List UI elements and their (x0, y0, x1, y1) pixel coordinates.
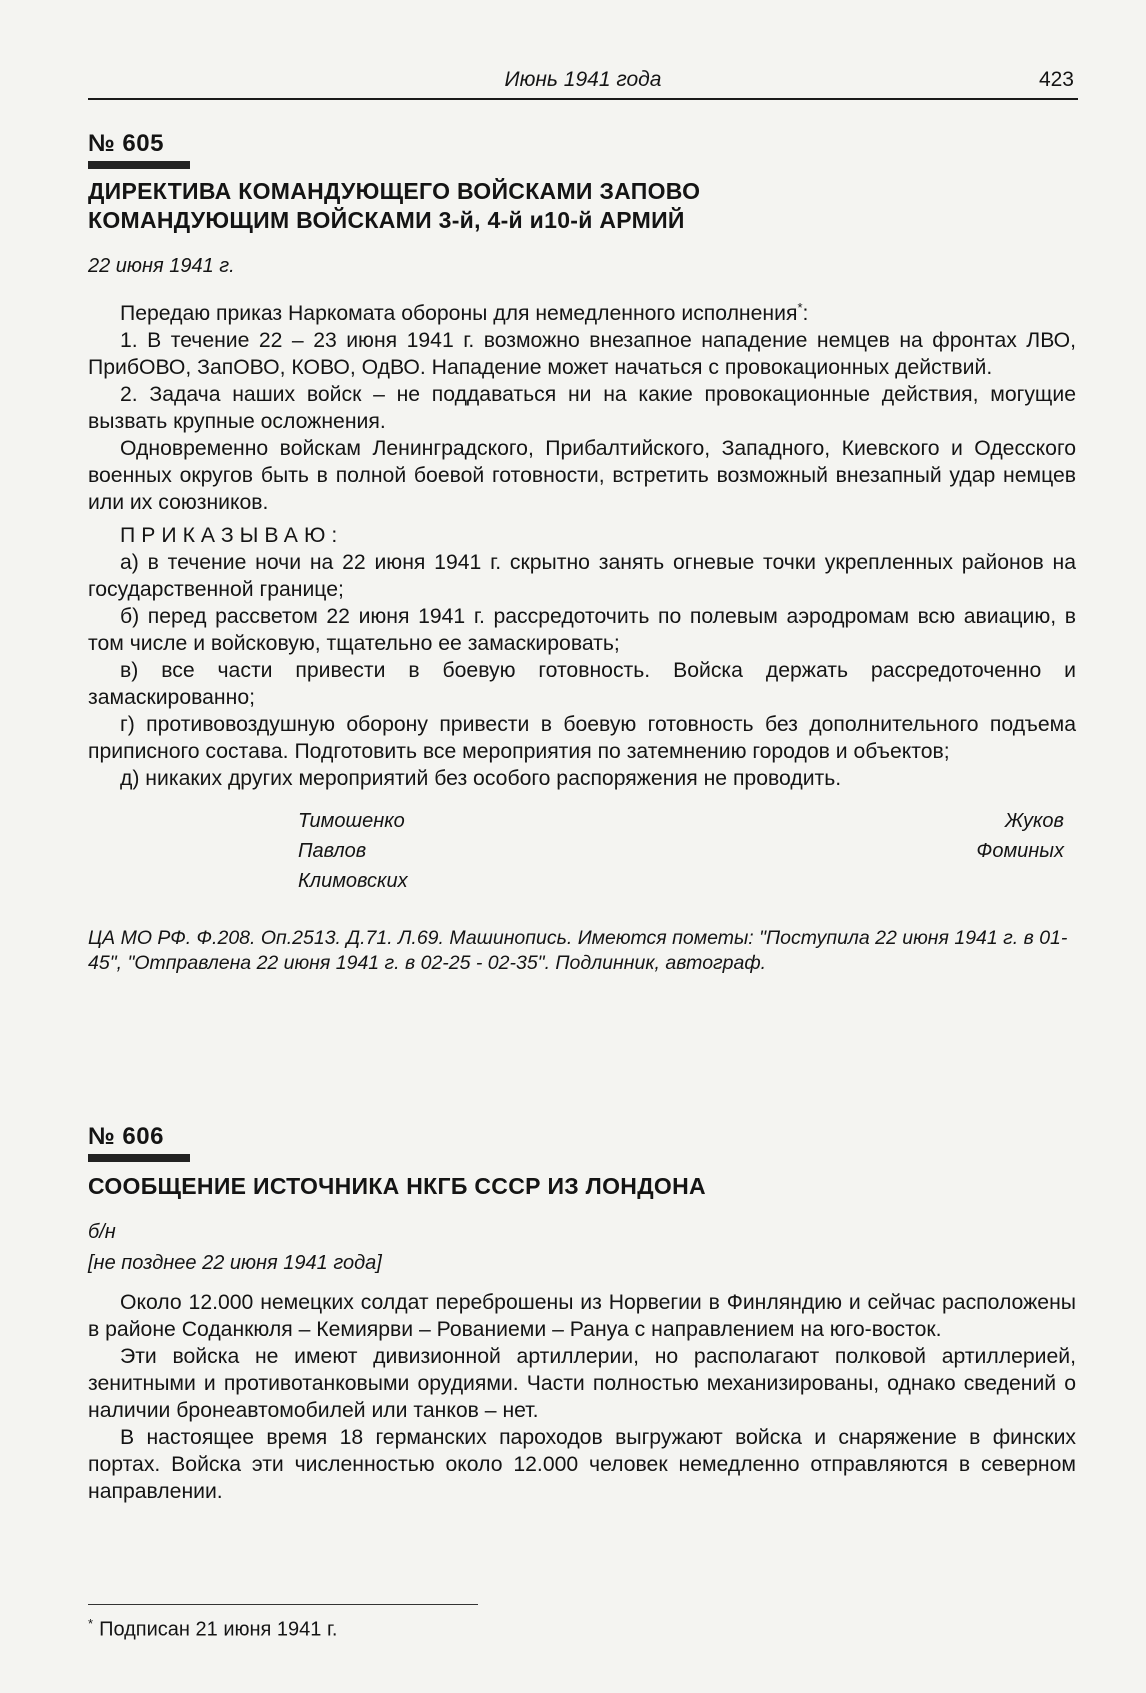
signatures-left (298, 806, 408, 896)
order-heading: ПРИКАЗЫВАЮ: (120, 524, 344, 548)
title-line-2: КОМАНДУЮЩИМ ВОЙСКАМИ 3-й, 4-й и10-й АРМИЙ (88, 207, 685, 233)
paragraph: Одновременно войскам Ленинградского, Прибалтийского, Западного, Киевского и Одесского военных округов быть в полной боевой готовности, встретить возможный внезапный удар немцев или их союзников. (88, 437, 1076, 515)
intro-paragraph (88, 294, 1076, 327)
document-605 (88, 130, 1076, 976)
signature: Жуков (1004, 810, 1064, 833)
paragraph: В настоящее время 18 германских пароходов выгружают войска и снаряжение в финских портах. Войска эти численностью около 12.000 человек немедленно отправляются в северном направлении. (88, 1426, 1076, 1503)
order-item: в) все части привести в боевую готовность. Войска держать рассредоточенно и замаскированно; (88, 659, 1076, 710)
footnote-text: Подписан 21 июня 1941 г. (99, 1618, 338, 1641)
number-underline-bar (88, 1154, 190, 1162)
document-reference: б/н (88, 1221, 116, 1243)
footnote-reference: * (797, 300, 803, 315)
document-date: [не позднее 22 июня 1941 года] (88, 1252, 382, 1274)
running-header (88, 66, 1078, 100)
document-date: 22 июня 1941 г. (88, 255, 235, 277)
page-number: 423 (1038, 68, 1074, 91)
number-underline-bar (88, 161, 190, 169)
footnote (88, 1616, 337, 1642)
order-item: а) в течение ночи на 22 июня 1941 г. скрытно занять огневые точки укрепленных районов на государственной границе; (88, 551, 1076, 602)
order-item: д) никаких других мероприятий без особого распоряжения не проводить. (120, 767, 842, 791)
running-title: Июнь 1941 года (504, 68, 662, 91)
signatures-right (976, 806, 1064, 866)
document-body (88, 294, 1076, 792)
document-title (88, 177, 1076, 235)
footnote-mark: * (88, 1616, 94, 1631)
archive-reference: ЦА МО РФ. Ф.208. Оп.2513. Д.71. Л.69. Машинопись. Имеются пометы: "Поступила 22 июня 1941 г. в 01-45", "Отправлена 22 июня 1941 г. в 02-25 - 02-35". Подлинник, автограф. (88, 927, 1068, 975)
signature: Климовских (298, 870, 408, 893)
order-item: г) противовоздушную оборону привести в боевую готовность без дополнительного подъема приписного состава. Подготовить все мероприятия по затемнению городов и объектов; (88, 713, 1076, 764)
paragraph: Эти войска не имеют дивизионной артиллерии, но располагают полковой артиллерией, зенитными и противотанковыми орудиями. Части полностью механизированы, однако сведений о наличии бронеавтомобилей или танков – нет. (88, 1345, 1076, 1422)
paragraph: 2. Задача наших войск – не поддаваться ни на какие провокационные действия, могущие вызвать крупные осложнения. (88, 383, 1076, 434)
document-title: СООБЩЕНИЕ ИСТОЧНИКА НКГБ СССР ИЗ ЛОНДОНА (88, 1173, 706, 1199)
intro-text: Передаю приказ Наркомата обороны для немедленного исполнения (120, 302, 798, 326)
document-body (88, 1289, 1076, 1505)
paragraph: 1. В течение 22 – 23 июня 1941 г. возможно внезапное нападение немцев на фронтах ЛВО, ПрибОВО, ЗапОВО, КОВО, ОдВО. Нападение может начаться с провокационных действий. (88, 329, 1076, 380)
signature: Фоминых (976, 840, 1064, 863)
signature: Тимошенко (298, 810, 405, 833)
title-line-1: ДИРЕКТИВА КОМАНДУЮЩЕГО ВОЙСКАМИ ЗАПОВО (88, 178, 701, 204)
document-number: № 606 (88, 1123, 164, 1150)
footnote-divider (88, 1604, 478, 1605)
signature: Павлов (298, 840, 367, 863)
document-606 (88, 1123, 1076, 1505)
document-number: № 605 (88, 130, 164, 157)
signatures (88, 806, 1076, 900)
paragraph: Около 12.000 немецких солдат переброшены из Норвегии в Финляндию и сейчас расположены в районе Соданкюля – Кемиярви – Рованиеми – Рануа с направлением на юго-восток. (88, 1291, 1076, 1341)
order-item: б) перед рассветом 22 июня 1941 г. рассредоточить по полевым аэродромам всю авиацию, в том числе и войсковую, тщательно ее замаскировать; (88, 605, 1076, 656)
intro-colon: : (802, 302, 809, 326)
